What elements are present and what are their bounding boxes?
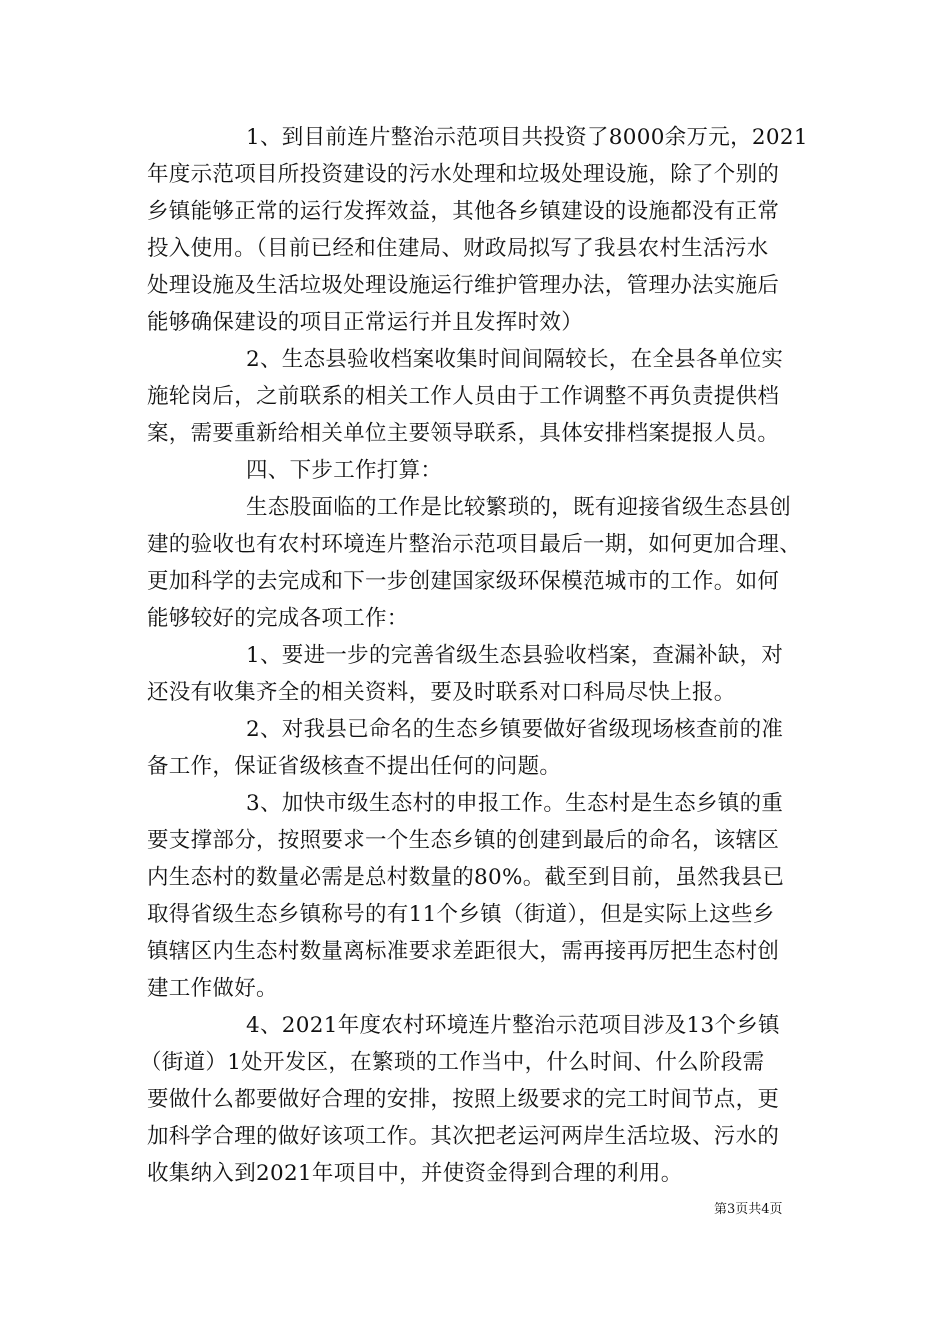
paragraph-line: 1、要进一步的完善省级生态县验收档案，查漏补缺，对 [246, 643, 784, 668]
paragraph-line: 2、生态县验收档案收集时间间隔较长，在全县各单位实 [246, 347, 784, 372]
paragraph-line: 3、加快市级生态村的申报工作。生态村是生态乡镇的重 [246, 791, 784, 816]
paragraph-line: 能够较好的完成各项工作： [147, 606, 409, 631]
paragraph-line: 取得省级生态乡镇称号的有11个乡镇（街道），但是实际上这些乡 [147, 902, 775, 927]
paragraph-line: 能够确保建设的项目正常运行并且发挥时效） [147, 310, 584, 335]
paragraph-line: 还没有收集齐全的相关资料，要及时联系对口科局尽快上报。 [147, 680, 736, 705]
paragraph-line: 处理设施及生活垃圾处理设施运行维护管理办法，管理办法实施后 [147, 273, 780, 298]
paragraph-line: （街道）1处开发区，在繁琐的工作当中，什么时间、什么阶段需 [140, 1050, 765, 1075]
paragraph-line: 投入使用。（目前已经和住建局、财政局拟写了我县农村生活污水 [147, 236, 769, 261]
paragraph-line: 要做什么都要做好合理的安排，按照上级要求的完工时间节点，更 [147, 1087, 780, 1112]
paragraph-line: 年度示范项目所投资建设的污水处理和垃圾处理设施，除了个别的 [147, 162, 780, 187]
page-number: 第3页共4页 [714, 1202, 783, 1217]
paragraph-line: 施轮岗后，之前联系的相关工作人员由于工作调整不再负责提供档 [147, 384, 780, 409]
paragraph-line: 案，需要重新给相关单位主要领导联系，具体安排档案提报人员。 [147, 421, 780, 446]
paragraph-line: 镇辖区内生态村数量离标准要求差距很大，需再接再厉把生态村创 [147, 939, 780, 964]
section-heading: 四、下步工作打算： [246, 458, 443, 483]
paragraph-line: 收集纳入到2021年项目中，并使资金得到合理的利用。 [147, 1161, 683, 1186]
paragraph-line: 乡镇能够正常的运行发挥效益，其他各乡镇建设的设施都没有正常 [147, 199, 780, 224]
paragraph-line: 加科学合理的做好该项工作。其次把老运河两岸生活垃圾、污水的 [147, 1124, 780, 1149]
paragraph-line: 1、到目前连片整治示范项目共投资了8000余万元，2021 [246, 125, 808, 150]
paragraph-line: 建工作做好。 [147, 976, 278, 1001]
paragraph-line: 要支撑部分，按照要求一个生态乡镇的创建到最后的命名，该辖区 [147, 828, 780, 853]
paragraph-line: 内生态村的数量必需是总村数量的80%。截至到目前，虽然我县已 [147, 865, 785, 890]
paragraph-line: 生态股面临的工作是比较繁琐的，既有迎接省级生态县创 [246, 495, 792, 520]
paragraph-line: 建的验收也有农村环境连片整治示范项目最后一期，如何更加合理、 [147, 532, 802, 557]
paragraph-line: 更加科学的去完成和下一步创建国家级环保模范城市的工作。如何 [147, 569, 780, 594]
paragraph-line: 备工作，保证省级核查不提出任何的问题。 [147, 754, 562, 779]
paragraph-line: 2、对我县已命名的生态乡镇要做好省级现场核查前的准 [246, 717, 784, 742]
paragraph-line: 4、2021年度农村环境连片整治示范项目涉及13个乡镇 [246, 1013, 780, 1038]
